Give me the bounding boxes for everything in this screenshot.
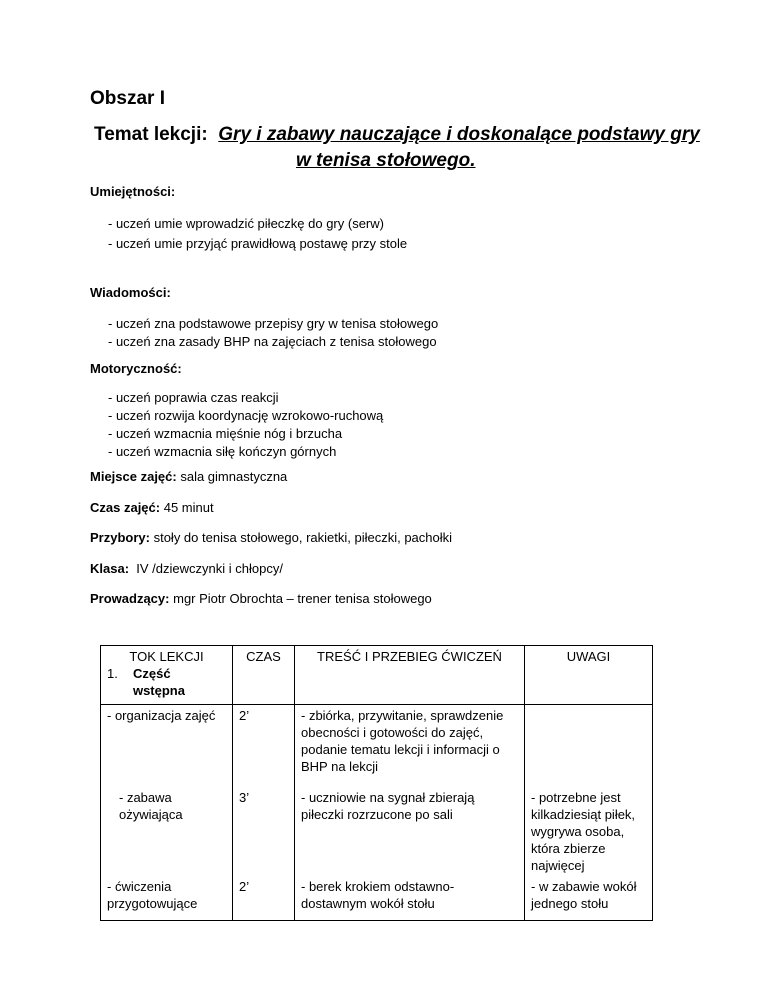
row-time: 3’ [233, 787, 295, 876]
row-notes [525, 705, 653, 788]
table-header-row [101, 646, 653, 705]
header-course [101, 646, 233, 705]
motor-item: - uczeń rozwija koordynację wzrokowo-ruchową [108, 408, 384, 423]
equipment-label: Przybory: [90, 530, 150, 545]
section-number: 1. [107, 666, 118, 681]
class-value: IV /dziewczynki i chłopcy/ [136, 561, 283, 576]
row-course: - organizacja zajęć [101, 705, 233, 788]
row-notes: - potrzebne jest kilkadziesiąt piłek, wygrywa osoba, która zbierze najwięcej [525, 787, 653, 876]
table-row [101, 787, 653, 876]
table-row [101, 705, 653, 788]
area-title: Obszar I [90, 88, 165, 109]
class-label: Klasa: [90, 561, 130, 576]
leader-value: mgr Piotr Obrochta – trener tenisa stołowego [173, 591, 432, 606]
skills-heading: Umiejętności: [90, 184, 176, 199]
row-time: 2’ [233, 876, 295, 921]
topic-title-line2: w tenisa stołowego. [296, 150, 476, 171]
row-course: - zabawa ożywiająca [101, 787, 233, 876]
row-time: 2’ [233, 705, 295, 788]
header-notes: UWAGI [525, 646, 653, 705]
place-value: sala gimnastyczna [180, 469, 288, 484]
motor-item: - uczeń wzmacnia siłę kończyn górnych [108, 444, 337, 459]
knowledge-heading: Wiadomości: [90, 285, 171, 300]
time-value: 45 minut [163, 500, 214, 515]
place-label: Miejsce zajęć: [90, 469, 177, 484]
row-content: - zbiórka, przywitanie, sprawdzenie obecności i gotowości do zajęć, podanie tematu lekcji i informacji o BHP na lekcji [295, 705, 525, 788]
topic-line [94, 124, 714, 146]
header-content: TREŚĆ I PRZEBIEG ĆWICZEŃ [295, 646, 525, 705]
table-row [101, 876, 653, 921]
motor-heading: Motoryczność: [90, 361, 182, 376]
row-course: - ćwiczenia przygotowujące [101, 876, 233, 921]
equipment-row [90, 530, 452, 545]
place-row [90, 469, 287, 484]
section-name: Część wstępna [132, 666, 185, 698]
equipment-value: stoły do tenisa stołowego, rakietki, piłeczki, pachołki [153, 530, 453, 545]
topic-title-line1: Gry i zabawy nauczające i doskonalące podstawy gry [218, 124, 700, 145]
leader-label: Prowadzący: [90, 591, 170, 606]
row-content: - berek krokiem odstawno-dostawnym wokół stołu [295, 876, 525, 921]
skills-item: - uczeń umie wprowadzić piłeczkę do gry (serw) [108, 216, 384, 231]
header-course-label: TOK LEKCJI [129, 649, 204, 664]
lesson-plan-table [100, 645, 653, 921]
leader-row [90, 591, 432, 606]
time-label: Czas zajęć: [90, 500, 161, 515]
class-row [90, 561, 283, 576]
topic-label: Temat lekcji: [94, 124, 208, 145]
motor-item: - uczeń wzmacnia mięśnie nóg i brzucha [108, 426, 343, 441]
section-title [107, 665, 226, 699]
time-row [90, 500, 214, 515]
header-time: CZAS [233, 646, 295, 705]
row-notes: - w zabawie wokół jednego stołu [525, 876, 653, 921]
knowledge-item: - uczeń zna podstawowe przepisy gry w tenisa stołowego [108, 316, 439, 331]
motor-item: - uczeń poprawia czas reakcji [108, 390, 279, 405]
skills-item: - uczeń umie przyjąć prawidłową postawę przy stole [108, 236, 408, 251]
row-content: - uczniowie na sygnał zbierają piłeczki rozrzucone po sali [295, 787, 525, 876]
knowledge-item: - uczeń zna zasady BHP na zajęciach z tenisa stołowego [108, 334, 437, 349]
